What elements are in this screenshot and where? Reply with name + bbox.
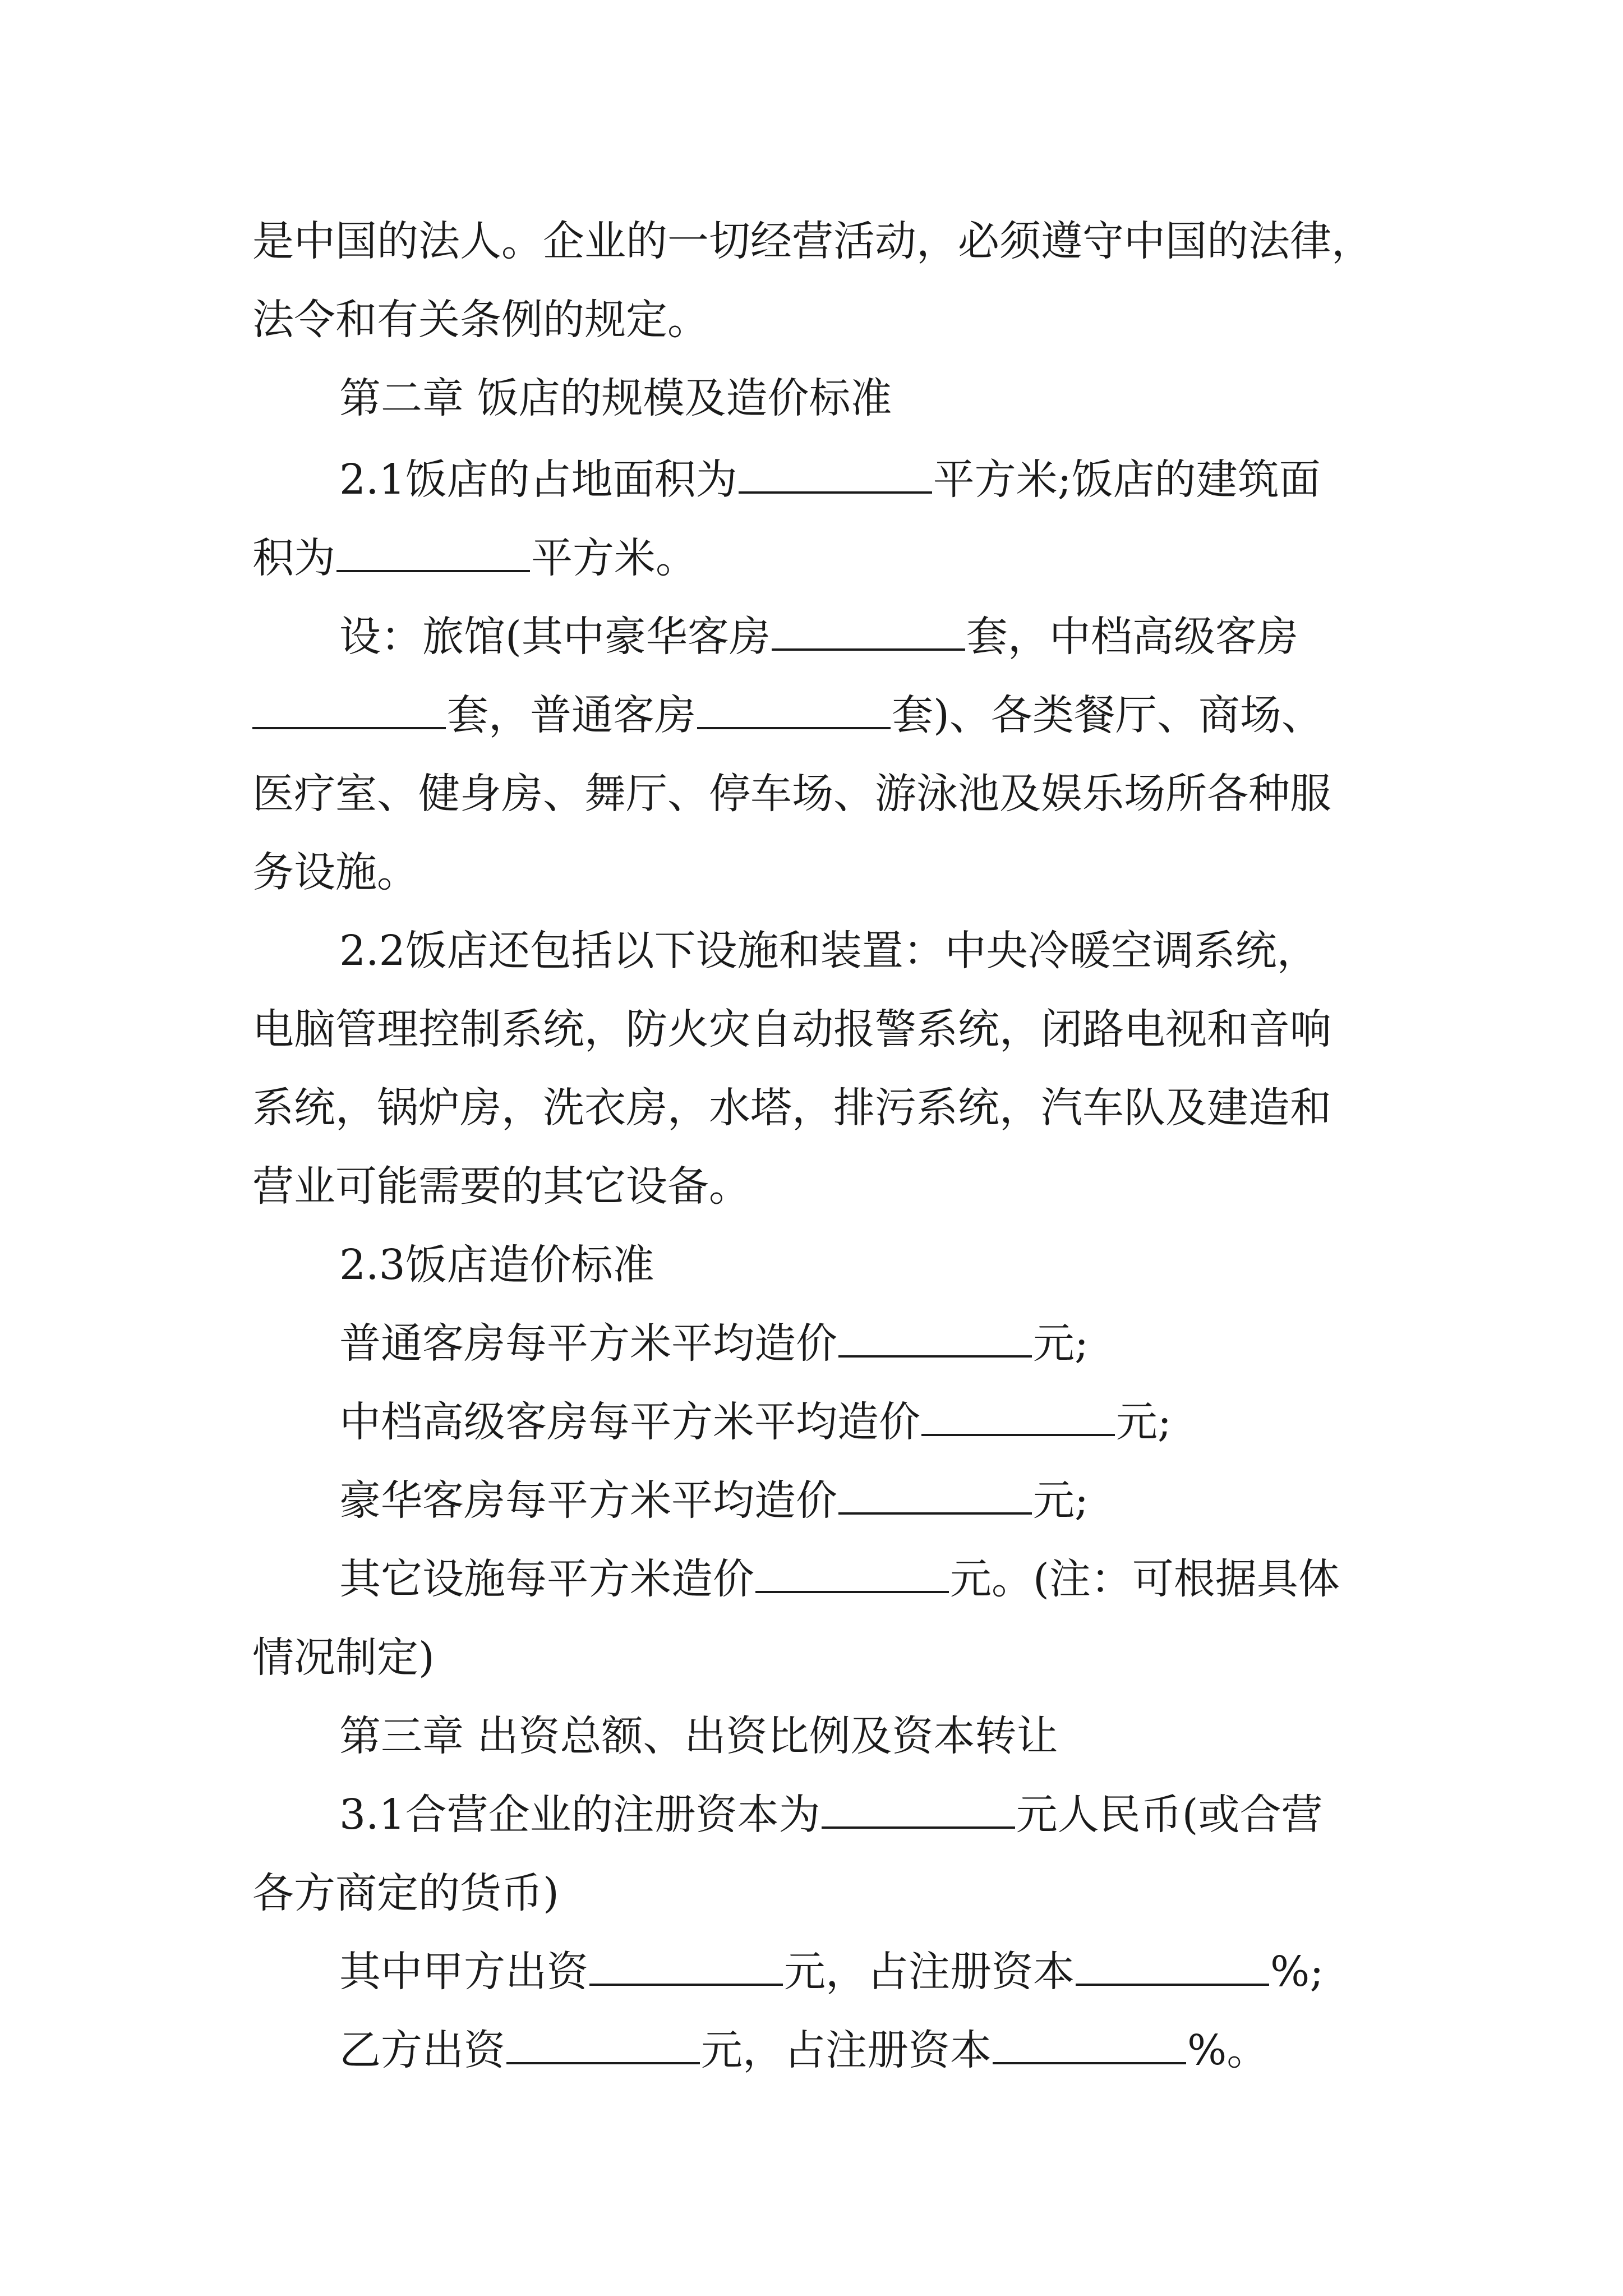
text-line — [0, 440, 1623, 519]
section-title: 2.3饭店造价标准 — [339, 1241, 654, 1289]
fill-in-blank[interactable] — [589, 1946, 783, 1986]
text-line — [0, 2011, 1623, 2090]
text-segment: 法令和有关条例的规定。 — [252, 296, 709, 344]
fill-in-blank[interactable] — [993, 2024, 1186, 2064]
chapter-heading — [0, 359, 1623, 438]
text-segment: %; — [1270, 1948, 1324, 1996]
text-line — [0, 519, 1623, 597]
text-segment: 2.2饭店还包括以下设施和装置：中央冷暖空调系统， — [339, 927, 1318, 975]
text-line — [0, 833, 1623, 912]
text-segment: 元人民币(或合营 — [1016, 1791, 1323, 1839]
text-line — [0, 912, 1623, 990]
text-segment: 电脑管理控制系统，防火灾自动报警系统，闭路电视和音响 — [252, 1005, 1331, 1053]
text-segment: 营业可能需要的其它设备。 — [252, 1162, 750, 1211]
text-line — [0, 597, 1623, 676]
text-line — [0, 1618, 1623, 1697]
text-line — [0, 1147, 1623, 1226]
text-segment: 套)、各类餐厅、商场、 — [892, 691, 1323, 739]
fill-in-blank[interactable] — [252, 689, 446, 729]
text-segment: 各方商定的货币) — [252, 1869, 559, 1917]
text-segment: 套，中档高级客房 — [966, 613, 1298, 661]
text-line — [0, 1540, 1623, 1618]
text-segment: 普通客房每平方米平均造价 — [339, 1319, 837, 1368]
text-line — [0, 676, 1623, 754]
text-segment: 务设施。 — [252, 848, 418, 896]
fill-in-blank[interactable] — [755, 1553, 949, 1593]
text-line — [0, 1304, 1623, 1383]
text-segment: 积为 — [252, 534, 335, 582]
chapter-heading — [0, 1697, 1623, 1775]
text-line — [0, 1069, 1623, 1147]
text-segment: 3.1合营企业的注册资本为 — [339, 1791, 820, 1839]
fill-in-blank[interactable] — [772, 611, 965, 651]
text-segment: 是中国的法人。企业的一切经营活动，必须遵守中国的法律， — [252, 217, 1373, 265]
text-line — [0, 1383, 1623, 1461]
text-segment: 2.1饭店的占地面积为 — [339, 455, 737, 504]
text-segment: 平方米;饭店的建筑面 — [933, 455, 1321, 504]
text-line — [0, 202, 1623, 280]
chapter-title: 第二章 饭店的规模及造价标准 — [339, 374, 892, 422]
text-line — [0, 1775, 1623, 1854]
text-segment: 设：旅馆(其中豪华客房 — [339, 613, 771, 661]
text-segment: 其它设施每平方米造价 — [339, 1555, 754, 1603]
fill-in-blank[interactable] — [838, 1318, 1032, 1358]
text-line — [0, 1932, 1623, 2011]
text-line — [0, 280, 1623, 359]
text-segment: 元; — [1033, 1476, 1089, 1525]
text-segment: 元; — [1116, 1398, 1172, 1446]
text-line — [0, 754, 1623, 833]
fill-in-blank[interactable] — [921, 1396, 1115, 1436]
text-segment: 乙方出资 — [339, 2026, 505, 2074]
fill-in-blank[interactable] — [1076, 1946, 1269, 1986]
text-segment: 医疗室、健身房、舞厅、停车场、游泳池及娱乐场所各种服 — [252, 770, 1331, 818]
text-line — [0, 1461, 1623, 1540]
text-segment: 豪华客房每平方米平均造价 — [339, 1476, 837, 1525]
text-line — [0, 1854, 1623, 1932]
text-segment: 平方米。 — [531, 534, 697, 582]
fill-in-blank[interactable] — [739, 454, 932, 494]
text-segment: 元; — [1033, 1319, 1089, 1368]
text-segment: 套，普通客房 — [447, 691, 696, 739]
text-segment: 情况制定) — [252, 1634, 435, 1682]
fill-in-blank[interactable] — [697, 689, 891, 729]
text-segment: %。 — [1187, 2026, 1269, 2074]
fill-in-blank[interactable] — [838, 1475, 1032, 1515]
text-line — [0, 990, 1623, 1069]
text-segment: 其中甲方出资 — [339, 1948, 588, 1996]
text-segment: 系统，锅炉房，洗衣房，水塔，排污系统，汽车队及建造和 — [252, 1084, 1331, 1132]
fill-in-blank[interactable] — [506, 2024, 700, 2064]
fill-in-blank[interactable] — [822, 1789, 1015, 1829]
text-segment: 中档高级客房每平方米平均造价 — [339, 1398, 920, 1446]
text-segment: 元。(注：可根据具体 — [950, 1555, 1340, 1603]
section-heading — [0, 1226, 1623, 1304]
text-segment: 元，占注册资本 — [784, 1948, 1075, 1996]
text-segment: 元，占注册资本 — [701, 2026, 992, 2074]
fill-in-blank[interactable] — [336, 532, 530, 572]
chapter-title: 第三章 出资总额、出资比例及资本转让 — [339, 1712, 1058, 1760]
